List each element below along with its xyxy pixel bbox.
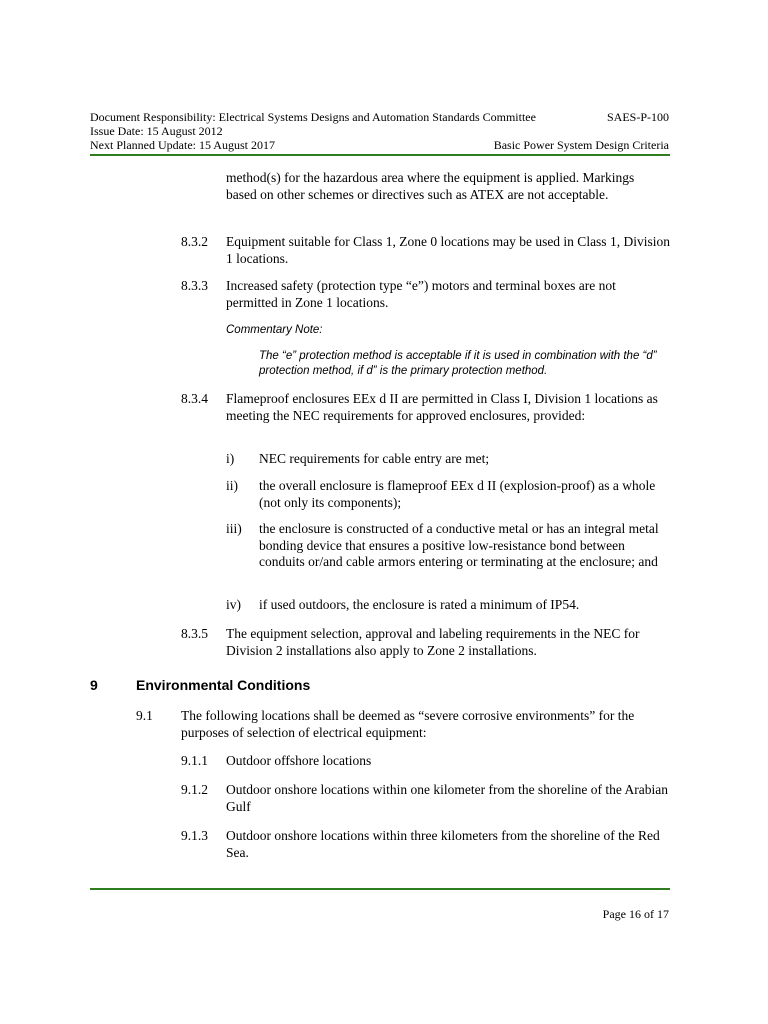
clause-text-8-3-3: Increased safety (protection type “e”) motors and terminal boxes are not permitted in Zone 1 locations. [226,278,616,310]
header-doc-id: SAES-P-100 [606,110,669,124]
commentary-label: Commentary Note: [226,324,323,336]
clause-text-9-1-2: Outdoor onshore locations within one kilometer from the shoreline of the Arabian Gulf [226,782,669,814]
header-responsibility: Document Responsibility: Electrical Systems Designs and Automation Standards Committee [90,110,536,124]
clause-text-9-1: The following locations shall be deemed as “severe corrosive environments” for the purposes of selection of electrical equipment: [181,708,635,740]
commentary-text: The “e” protection method is acceptable if it is used in combination with the “d” protection method, if d” is the primary protection method. [259,350,657,377]
list-item-text: if used outdoors, the enclosure is rated a minimum of IP54. [259,597,580,612]
header-doc-title: Basic Power System Design Criteria [493,138,669,152]
header-rule [90,154,670,156]
footer-rule [90,888,670,890]
list-item-number: iv) [226,597,241,612]
header-next-update: Next Planned Update: 15 August 2017 [90,138,275,152]
clause-text-9-1-3: Outdoor onshore locations within three kilometers from the shoreline of the Red Sea. [226,828,660,860]
list-item-number: i) [226,451,235,466]
page-number: Page 16 of 17 [602,907,669,921]
header-issue-date: Issue Date: 15 August 2012 [90,124,223,138]
clause-number-9-1-1: 9.1.1 [181,753,208,768]
clause-text-8-3-5: The equipment selection, approval and labeling requirements in the NEC for Division 2 installations also apply to Zone 2 installations. [226,626,640,658]
continuation-paragraph: method(s) for the hazardous area where the equipment is applied. Markings based on other schemes or directives such as ATEX are not acceptable. [226,170,635,202]
clause-number-9-1-2: 9.1.2 [181,782,208,797]
clause-number-9-1: 9.1 [136,708,153,723]
clause-number-8-3-5: 8.3.5 [181,626,208,641]
list-item-text: NEC requirements for cable entry are met; [259,451,490,466]
list-item-text: the enclosure is constructed of a conductive metal or has an integral metal bonding device that ensures a positive low-resistance bond between conduits or/and cable armors entering or terminating at the enclosure; and [259,521,659,569]
section-title-9: Environmental Conditions [136,677,311,693]
clause-number-9-1-3: 9.1.3 [181,828,208,843]
clause-text-8-3-2: Equipment suitable for Class 1, Zone 0 locations may be used in Class 1, Division 1 locations. [226,234,670,266]
list-item-number: iii) [226,521,242,536]
clause-text-8-3-4: Flameproof enclosures EEx d II are permitted in Class I, Division 1 locations as meeting the NEC requirements for approved enclosures, provided: [226,391,658,423]
section-number-9: 9 [90,677,98,693]
clause-number-8-3-2: 8.3.2 [181,234,208,249]
list-item-text: the overall enclosure is flameproof EEx d II (explosion-proof) as a whole (not only its components); [259,478,656,510]
clause-number-8-3-4: 8.3.4 [181,391,208,406]
list-item-number: ii) [226,478,238,493]
clause-number-8-3-3: 8.3.3 [181,278,208,293]
clause-text-9-1-1: Outdoor offshore locations [226,753,372,768]
